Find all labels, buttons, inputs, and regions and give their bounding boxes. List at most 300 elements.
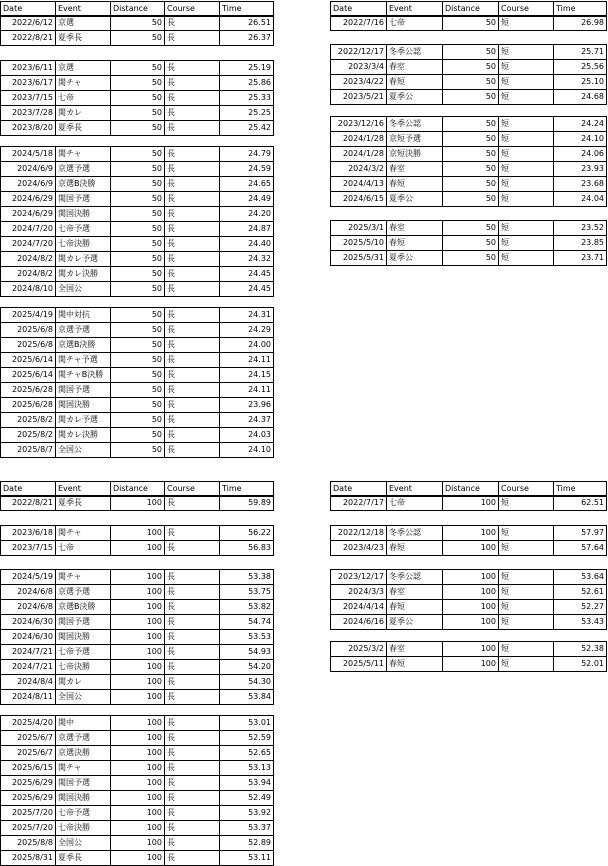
cell-date[interactable]: 2025/8/31 — [1, 851, 56, 866]
cell-course[interactable]: 長 — [165, 353, 220, 368]
cell-time[interactable]: 56.22 — [220, 526, 274, 541]
cell-date[interactable]: 2022/6/12 — [1, 16, 56, 31]
cell-course[interactable]: 長 — [165, 31, 220, 46]
cell-distance[interactable]: 50 — [111, 177, 165, 192]
cell-date[interactable]: 2024/5/18 — [1, 147, 56, 162]
cell-time[interactable]: 26.37 — [220, 31, 274, 46]
cell-event[interactable]: 関チャB決勝 — [56, 368, 111, 383]
cell-event[interactable]: 春短 — [387, 236, 443, 251]
cell-event[interactable]: 春短 — [387, 177, 443, 192]
cell-date[interactable]: 2024/6/8 — [1, 585, 56, 600]
cell-date[interactable]: 2024/4/14 — [331, 600, 387, 615]
cell-distance[interactable]: 100 — [111, 660, 165, 675]
cell-event[interactable]: 冬季公認 — [387, 570, 443, 585]
cell-course[interactable]: 長 — [165, 615, 220, 630]
cell-event[interactable]: 冬季公認 — [387, 45, 443, 60]
cell-event[interactable]: 七帝予選 — [56, 222, 111, 237]
cell-date[interactable]: 2025/6/8 — [1, 323, 56, 338]
cell-time[interactable]: 52.89 — [220, 836, 274, 851]
cell-date[interactable]: 2022/12/18 — [331, 526, 387, 541]
cell-distance[interactable]: 50 — [111, 207, 165, 222]
cell-distance[interactable]: 100 — [111, 851, 165, 866]
cell-distance[interactable]: 100 — [111, 791, 165, 806]
cell-date[interactable]: 2025/6/14 — [1, 368, 56, 383]
cell-time[interactable]: 24.45 — [220, 282, 274, 297]
cell-course[interactable]: 短 — [499, 75, 554, 90]
cell-time[interactable]: 54.30 — [220, 675, 274, 690]
cell-course[interactable]: 長 — [165, 660, 220, 675]
cell-event[interactable]: 京選予選 — [56, 323, 111, 338]
cell-event[interactable]: 夏季公 — [387, 192, 443, 207]
cell-event[interactable]: 京選B決勝 — [56, 177, 111, 192]
cell-distance[interactable]: 100 — [443, 541, 499, 556]
cell-distance[interactable]: 50 — [111, 162, 165, 177]
cell-event[interactable]: 全国公 — [56, 443, 111, 458]
cell-distance[interactable]: 50 — [443, 132, 499, 147]
cell-event[interactable]: 関カレ決勝 — [56, 267, 111, 282]
cell-course[interactable]: 長 — [165, 570, 220, 585]
cell-distance[interactable]: 50 — [111, 308, 165, 323]
cell-course[interactable]: 短 — [499, 192, 554, 207]
cell-course[interactable]: 長 — [165, 645, 220, 660]
cell-distance[interactable]: 50 — [111, 353, 165, 368]
cell-date[interactable]: 2024/3/2 — [331, 162, 387, 177]
cell-distance[interactable]: 100 — [111, 570, 165, 585]
cell-distance[interactable]: 100 — [111, 645, 165, 660]
cell-course[interactable]: 短 — [499, 526, 554, 541]
cell-distance[interactable]: 50 — [111, 398, 165, 413]
cell-date[interactable]: 2023/7/28 — [1, 106, 56, 121]
cell-event[interactable]: 春短 — [387, 600, 443, 615]
cell-event[interactable]: 春短 — [387, 75, 443, 90]
cell-event[interactable]: 七帝 — [387, 16, 443, 31]
cell-distance[interactable]: 50 — [111, 282, 165, 297]
cell-date[interactable]: 2023/12/17 — [331, 570, 387, 585]
cell-event[interactable]: 関カレ — [56, 106, 111, 121]
cell-event[interactable]: 七帝決勝 — [56, 660, 111, 675]
cell-time[interactable]: 24.04 — [554, 192, 607, 207]
cell-event[interactable]: 京短決勝 — [387, 147, 443, 162]
cell-time[interactable]: 24.10 — [554, 132, 607, 147]
cell-event[interactable]: 夏季公 — [387, 251, 443, 266]
cell-event[interactable]: 京選決勝 — [56, 746, 111, 761]
cell-date[interactable]: 2025/8/2 — [1, 413, 56, 428]
cell-event[interactable]: 関チャ — [56, 147, 111, 162]
cell-event[interactable]: 関中 — [56, 716, 111, 731]
cell-distance[interactable]: 50 — [443, 117, 499, 132]
cell-time[interactable]: 24.20 — [220, 207, 274, 222]
cell-date[interactable]: 2024/7/20 — [1, 237, 56, 252]
cell-event[interactable]: 京選 — [56, 16, 111, 31]
cell-distance[interactable]: 50 — [111, 252, 165, 267]
cell-event[interactable]: 京選B決勝 — [56, 600, 111, 615]
cell-time[interactable]: 23.52 — [554, 221, 607, 236]
cell-time[interactable]: 57.97 — [554, 526, 607, 541]
cell-time[interactable]: 25.86 — [220, 76, 274, 91]
cell-event[interactable]: 夏季公 — [387, 90, 443, 105]
cell-time[interactable]: 24.65 — [220, 177, 274, 192]
cell-time[interactable]: 25.19 — [220, 61, 274, 76]
cell-course[interactable]: 長 — [165, 121, 220, 136]
cell-date[interactable]: 2022/12/17 — [331, 45, 387, 60]
cell-time[interactable]: 53.11 — [220, 851, 274, 866]
cell-date[interactable]: 2024/6/30 — [1, 615, 56, 630]
cell-time[interactable]: 25.71 — [554, 45, 607, 60]
cell-date[interactable]: 2023/6/18 — [1, 526, 56, 541]
cell-date[interactable]: 2025/5/10 — [331, 236, 387, 251]
cell-date[interactable]: 2025/6/28 — [1, 398, 56, 413]
cell-date[interactable]: 2024/7/21 — [1, 645, 56, 660]
cell-distance[interactable]: 50 — [443, 60, 499, 75]
cell-date[interactable]: 2025/6/29 — [1, 791, 56, 806]
cell-event[interactable]: 関チャ — [56, 761, 111, 776]
cell-time[interactable]: 56.83 — [220, 541, 274, 556]
cell-event[interactable]: 関中対抗 — [56, 308, 111, 323]
cell-event[interactable]: 七帝 — [56, 91, 111, 106]
cell-time[interactable]: 24.15 — [220, 368, 274, 383]
cell-date[interactable]: 2022/7/17 — [331, 496, 387, 511]
cell-time[interactable]: 53.82 — [220, 600, 274, 615]
cell-date[interactable]: 2022/8/21 — [1, 496, 56, 511]
cell-course[interactable]: 長 — [165, 443, 220, 458]
cell-time[interactable]: 23.85 — [554, 236, 607, 251]
cell-date[interactable]: 2023/4/22 — [331, 75, 387, 90]
cell-event[interactable]: 夏季長 — [56, 121, 111, 136]
cell-event[interactable]: 全国公 — [56, 282, 111, 297]
cell-event[interactable]: 夏季長 — [56, 31, 111, 46]
cell-time[interactable]: 54.20 — [220, 660, 274, 675]
cell-course[interactable]: 短 — [499, 90, 554, 105]
cell-date[interactable]: 2025/8/7 — [1, 443, 56, 458]
cell-course[interactable]: 短 — [499, 147, 554, 162]
cell-date[interactable]: 2024/8/10 — [1, 282, 56, 297]
cell-date[interactable]: 2024/5/19 — [1, 570, 56, 585]
cell-date[interactable]: 2024/1/28 — [331, 132, 387, 147]
cell-time[interactable]: 53.64 — [554, 570, 607, 585]
cell-date[interactable]: 2024/6/9 — [1, 177, 56, 192]
cell-event[interactable]: 全国公 — [56, 690, 111, 705]
cell-date[interactable]: 2025/7/20 — [1, 806, 56, 821]
cell-course[interactable]: 長 — [165, 252, 220, 267]
cell-time[interactable]: 24.29 — [220, 323, 274, 338]
cell-distance[interactable]: 50 — [111, 323, 165, 338]
cell-time[interactable]: 54.74 — [220, 615, 274, 630]
cell-date[interactable]: 2023/7/15 — [1, 541, 56, 556]
cell-event[interactable]: 春室 — [387, 162, 443, 177]
cell-time[interactable]: 24.11 — [220, 383, 274, 398]
cell-date[interactable]: 2025/4/20 — [1, 716, 56, 731]
cell-time[interactable]: 23.93 — [554, 162, 607, 177]
cell-course[interactable]: 長 — [165, 323, 220, 338]
cell-event[interactable]: 春室 — [387, 642, 443, 657]
cell-date[interactable]: 2025/8/8 — [1, 836, 56, 851]
cell-distance[interactable]: 100 — [443, 585, 499, 600]
cell-distance[interactable]: 50 — [111, 147, 165, 162]
cell-date[interactable]: 2024/6/16 — [331, 615, 387, 630]
cell-distance[interactable]: 50 — [111, 413, 165, 428]
cell-time[interactable]: 53.53 — [220, 630, 274, 645]
cell-course[interactable]: 長 — [165, 428, 220, 443]
cell-event[interactable]: 七帝決勝 — [56, 237, 111, 252]
cell-course[interactable]: 長 — [165, 16, 220, 31]
cell-date[interactable]: 2025/5/11 — [331, 657, 387, 672]
cell-course[interactable]: 短 — [499, 132, 554, 147]
cell-course[interactable]: 長 — [165, 821, 220, 836]
cell-time[interactable]: 25.10 — [554, 75, 607, 90]
cell-date[interactable]: 2024/4/13 — [331, 177, 387, 192]
cell-distance[interactable]: 100 — [443, 526, 499, 541]
cell-event[interactable]: 関国決勝 — [56, 630, 111, 645]
cell-course[interactable]: 長 — [165, 630, 220, 645]
cell-course[interactable]: 長 — [165, 776, 220, 791]
cell-distance[interactable]: 100 — [111, 675, 165, 690]
cell-course[interactable]: 短 — [499, 642, 554, 657]
cell-course[interactable]: 短 — [499, 16, 554, 31]
cell-course[interactable]: 短 — [499, 221, 554, 236]
cell-distance[interactable]: 50 — [443, 90, 499, 105]
cell-date[interactable]: 2024/6/29 — [1, 207, 56, 222]
cell-date[interactable]: 2025/6/15 — [1, 761, 56, 776]
cell-distance[interactable]: 100 — [111, 836, 165, 851]
cell-course[interactable]: 長 — [165, 282, 220, 297]
cell-time[interactable]: 26.98 — [554, 16, 607, 31]
cell-date[interactable]: 2023/6/11 — [1, 61, 56, 76]
cell-time[interactable]: 24.49 — [220, 192, 274, 207]
cell-event[interactable]: 関チャ — [56, 526, 111, 541]
cell-distance[interactable]: 50 — [443, 45, 499, 60]
cell-course[interactable]: 長 — [165, 61, 220, 76]
cell-date[interactable]: 2024/6/9 — [1, 162, 56, 177]
cell-course[interactable]: 長 — [165, 177, 220, 192]
cell-date[interactable]: 2025/3/1 — [331, 221, 387, 236]
cell-time[interactable]: 24.00 — [220, 338, 274, 353]
cell-distance[interactable]: 50 — [111, 192, 165, 207]
cell-time[interactable]: 24.32 — [220, 252, 274, 267]
cell-course[interactable]: 長 — [165, 308, 220, 323]
cell-distance[interactable]: 50 — [111, 31, 165, 46]
cell-time[interactable]: 24.06 — [554, 147, 607, 162]
cell-event[interactable]: 京選予選 — [56, 731, 111, 746]
cell-distance[interactable]: 100 — [443, 657, 499, 672]
cell-time[interactable]: 24.37 — [220, 413, 274, 428]
cell-distance[interactable]: 50 — [111, 121, 165, 136]
cell-date[interactable]: 2024/8/4 — [1, 675, 56, 690]
cell-distance[interactable]: 50 — [111, 76, 165, 91]
cell-date[interactable]: 2024/7/20 — [1, 222, 56, 237]
cell-event[interactable]: 春室 — [387, 585, 443, 600]
cell-time[interactable]: 53.01 — [220, 716, 274, 731]
cell-time[interactable]: 24.79 — [220, 147, 274, 162]
cell-distance[interactable]: 50 — [111, 368, 165, 383]
cell-distance[interactable]: 100 — [111, 776, 165, 791]
cell-time[interactable]: 52.59 — [220, 731, 274, 746]
cell-course[interactable]: 長 — [165, 368, 220, 383]
cell-event[interactable]: 京選予選 — [56, 162, 111, 177]
cell-course[interactable]: 短 — [499, 615, 554, 630]
cell-date[interactable]: 2023/5/21 — [331, 90, 387, 105]
cell-distance[interactable]: 50 — [111, 91, 165, 106]
cell-course[interactable]: 長 — [165, 496, 220, 511]
cell-date[interactable]: 2024/8/2 — [1, 252, 56, 267]
cell-date[interactable]: 2025/4/19 — [1, 308, 56, 323]
cell-time[interactable]: 53.37 — [220, 821, 274, 836]
cell-course[interactable]: 長 — [165, 585, 220, 600]
cell-event[interactable]: 京短予選 — [387, 132, 443, 147]
cell-event[interactable]: 七帝 — [387, 496, 443, 511]
cell-distance[interactable]: 100 — [443, 496, 499, 511]
cell-event[interactable]: 七帝 — [56, 541, 111, 556]
cell-time[interactable]: 53.43 — [554, 615, 607, 630]
cell-distance[interactable]: 100 — [443, 642, 499, 657]
cell-course[interactable]: 短 — [499, 600, 554, 615]
cell-distance[interactable]: 100 — [443, 600, 499, 615]
cell-time[interactable]: 53.94 — [220, 776, 274, 791]
cell-date[interactable]: 2024/6/29 — [1, 192, 56, 207]
cell-course[interactable]: 長 — [165, 851, 220, 866]
cell-time[interactable]: 23.71 — [554, 251, 607, 266]
cell-distance[interactable]: 50 — [111, 267, 165, 282]
cell-distance[interactable]: 50 — [443, 177, 499, 192]
cell-distance[interactable]: 100 — [111, 806, 165, 821]
cell-date[interactable]: 2025/5/31 — [331, 251, 387, 266]
cell-event[interactable]: 関国予選 — [56, 192, 111, 207]
cell-distance[interactable]: 50 — [443, 251, 499, 266]
cell-date[interactable]: 2023/3/4 — [331, 60, 387, 75]
cell-event[interactable]: 春室 — [387, 60, 443, 75]
cell-course[interactable]: 長 — [165, 731, 220, 746]
cell-date[interactable]: 2024/8/2 — [1, 267, 56, 282]
cell-time[interactable]: 57.64 — [554, 541, 607, 556]
cell-event[interactable]: 夏季長 — [56, 496, 111, 511]
cell-distance[interactable]: 50 — [443, 147, 499, 162]
cell-course[interactable]: 長 — [165, 761, 220, 776]
cell-date[interactable]: 2024/1/28 — [331, 147, 387, 162]
cell-distance[interactable]: 100 — [111, 496, 165, 511]
cell-date[interactable]: 2022/8/21 — [1, 31, 56, 46]
cell-course[interactable]: 短 — [499, 251, 554, 266]
cell-event[interactable]: 関国決勝 — [56, 207, 111, 222]
cell-distance[interactable]: 100 — [443, 570, 499, 585]
cell-date[interactable]: 2024/6/15 — [331, 192, 387, 207]
cell-time[interactable]: 24.59 — [220, 162, 274, 177]
cell-distance[interactable]: 50 — [111, 16, 165, 31]
cell-time[interactable]: 52.01 — [554, 657, 607, 672]
cell-distance[interactable]: 100 — [443, 615, 499, 630]
cell-course[interactable]: 長 — [165, 836, 220, 851]
cell-course[interactable]: 短 — [499, 162, 554, 177]
cell-course[interactable]: 長 — [165, 222, 220, 237]
cell-date[interactable]: 2022/7/16 — [331, 16, 387, 31]
cell-distance[interactable]: 100 — [111, 526, 165, 541]
cell-time[interactable]: 26.51 — [220, 16, 274, 31]
cell-distance[interactable]: 50 — [111, 383, 165, 398]
cell-event[interactable]: 関国予選 — [56, 615, 111, 630]
cell-time[interactable]: 25.42 — [220, 121, 274, 136]
cell-event[interactable]: 関チャ — [56, 570, 111, 585]
cell-time[interactable]: 24.24 — [554, 117, 607, 132]
cell-event[interactable]: 関チャ — [56, 76, 111, 91]
cell-distance[interactable]: 50 — [443, 75, 499, 90]
cell-time[interactable]: 52.65 — [220, 746, 274, 761]
cell-time[interactable]: 53.13 — [220, 761, 274, 776]
cell-course[interactable]: 短 — [499, 570, 554, 585]
cell-course[interactable]: 長 — [165, 541, 220, 556]
cell-date[interactable]: 2024/3/3 — [331, 585, 387, 600]
cell-distance[interactable]: 50 — [443, 16, 499, 31]
cell-course[interactable]: 短 — [499, 496, 554, 511]
cell-time[interactable]: 53.38 — [220, 570, 274, 585]
cell-date[interactable]: 2023/7/15 — [1, 91, 56, 106]
cell-event[interactable]: 春短 — [387, 657, 443, 672]
cell-course[interactable]: 短 — [499, 60, 554, 75]
cell-course[interactable]: 長 — [165, 746, 220, 761]
cell-event[interactable]: 関カレ予選 — [56, 413, 111, 428]
cell-distance[interactable]: 100 — [111, 585, 165, 600]
cell-date[interactable]: 2025/6/28 — [1, 383, 56, 398]
cell-date[interactable]: 2025/3/2 — [331, 642, 387, 657]
cell-date[interactable]: 2024/8/11 — [1, 690, 56, 705]
cell-event[interactable]: 夏季公 — [387, 615, 443, 630]
cell-event[interactable]: 冬季公認 — [387, 526, 443, 541]
cell-time[interactable]: 23.68 — [554, 177, 607, 192]
cell-event[interactable]: 京選 — [56, 61, 111, 76]
cell-time[interactable]: 53.84 — [220, 690, 274, 705]
cell-course[interactable]: 長 — [165, 716, 220, 731]
cell-distance[interactable]: 100 — [111, 690, 165, 705]
cell-event[interactable]: 七帝決勝 — [56, 821, 111, 836]
cell-time[interactable]: 53.75 — [220, 585, 274, 600]
cell-distance[interactable]: 50 — [443, 162, 499, 177]
cell-time[interactable]: 54.93 — [220, 645, 274, 660]
cell-time[interactable]: 23.96 — [220, 398, 274, 413]
cell-event[interactable]: 春室 — [387, 221, 443, 236]
cell-date[interactable]: 2023/4/23 — [331, 541, 387, 556]
cell-course[interactable]: 長 — [165, 106, 220, 121]
cell-time[interactable]: 52.27 — [554, 600, 607, 615]
cell-course[interactable]: 長 — [165, 413, 220, 428]
cell-time[interactable]: 24.40 — [220, 237, 274, 252]
cell-date[interactable]: 2023/6/17 — [1, 76, 56, 91]
cell-event[interactable]: 冬季公認 — [387, 117, 443, 132]
cell-distance[interactable]: 100 — [111, 716, 165, 731]
cell-event[interactable]: 京選B決勝 — [56, 338, 111, 353]
cell-course[interactable]: 長 — [165, 91, 220, 106]
cell-date[interactable]: 2024/7/21 — [1, 660, 56, 675]
cell-course[interactable]: 長 — [165, 162, 220, 177]
cell-distance[interactable]: 100 — [111, 600, 165, 615]
cell-time[interactable]: 25.56 — [554, 60, 607, 75]
cell-date[interactable]: 2024/6/30 — [1, 630, 56, 645]
cell-distance[interactable]: 50 — [111, 237, 165, 252]
cell-date[interactable]: 2023/12/16 — [331, 117, 387, 132]
cell-course[interactable]: 長 — [165, 237, 220, 252]
cell-course[interactable]: 長 — [165, 383, 220, 398]
cell-date[interactable]: 2025/6/7 — [1, 731, 56, 746]
cell-event[interactable]: 春短 — [387, 541, 443, 556]
cell-course[interactable]: 長 — [165, 76, 220, 91]
cell-course[interactable]: 短 — [499, 541, 554, 556]
cell-time[interactable]: 53.92 — [220, 806, 274, 821]
cell-date[interactable]: 2025/8/2 — [1, 428, 56, 443]
cell-course[interactable]: 長 — [165, 526, 220, 541]
cell-distance[interactable]: 50 — [443, 192, 499, 207]
cell-distance[interactable]: 100 — [111, 731, 165, 746]
cell-course[interactable]: 長 — [165, 600, 220, 615]
cell-course[interactable]: 長 — [165, 791, 220, 806]
cell-time[interactable]: 24.10 — [220, 443, 274, 458]
cell-date[interactable]: 2025/7/20 — [1, 821, 56, 836]
cell-event[interactable]: 夏季長 — [56, 851, 111, 866]
